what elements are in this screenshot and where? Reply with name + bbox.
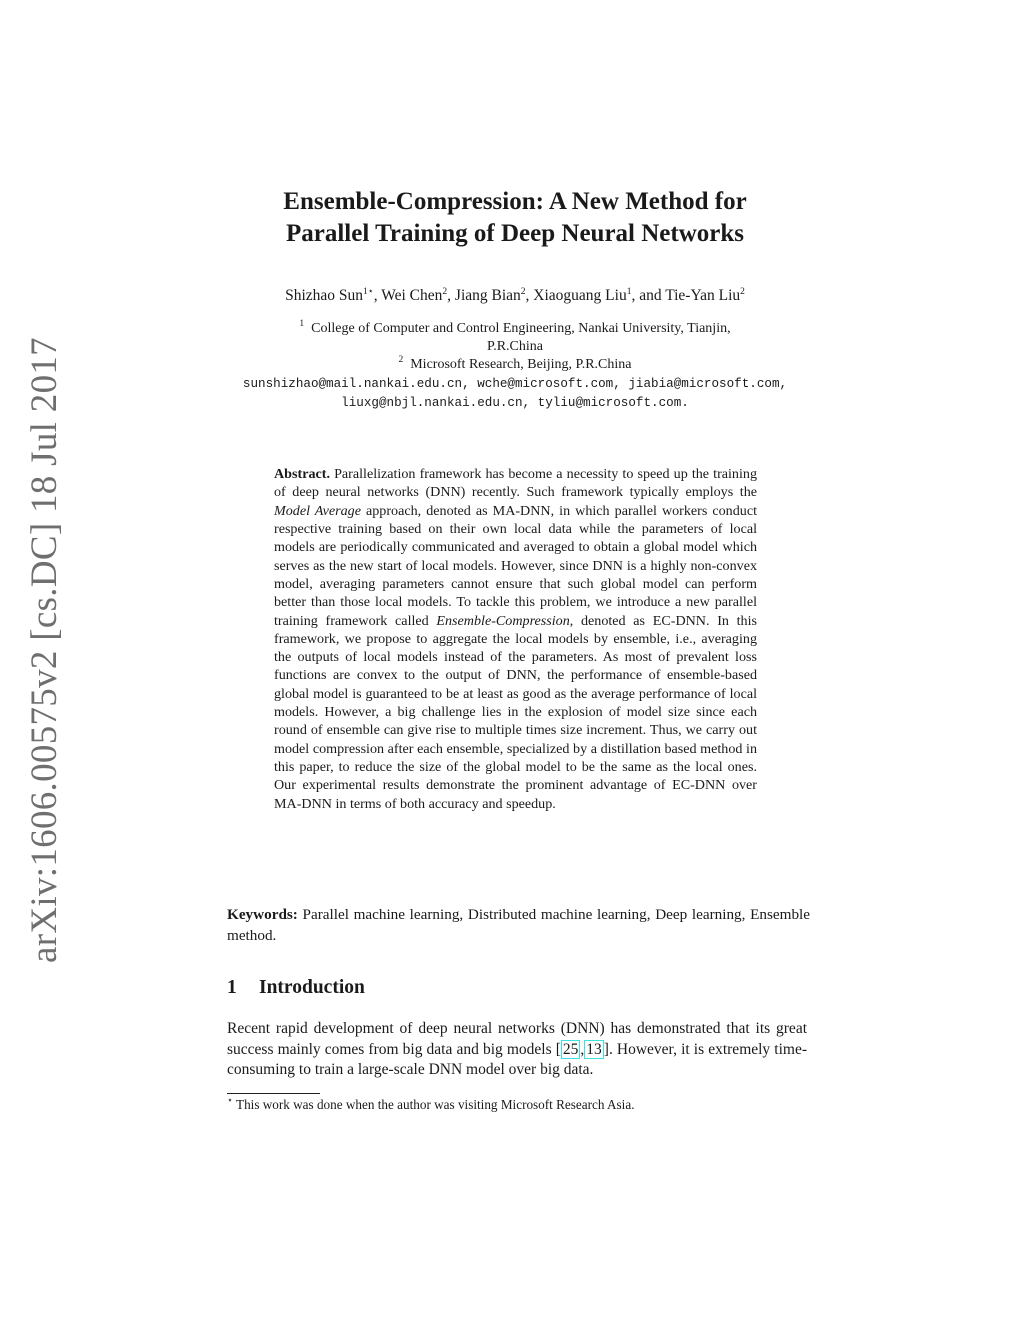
keywords-label: Keywords: bbox=[227, 906, 298, 923]
email-line: sunshizhao@mail.nankai.edu.cn, wche@microsoft.com, jiabia@microsoft.com, bbox=[242, 377, 788, 391]
author: Xiaoguang Liu$^1$, and bbox=[533, 287, 666, 304]
ensemble-compression-term: Ensemble-Compression bbox=[436, 612, 570, 629]
model-average-term: Model Average bbox=[274, 502, 361, 519]
email-line: liuxg@nbjl.nankai.edu.cn, tyliu@microsoft.com. bbox=[341, 396, 689, 410]
keywords: Keywords: Parallel machine learning, Distributed machine learning, Deep learning, Ensemble method. bbox=[227, 906, 810, 944]
author: Jiang Bian$^2$, bbox=[454, 287, 534, 304]
paper-title: Ensemble-Compression: A New Method for Parallel Training of Deep Neural Networks bbox=[283, 188, 747, 247]
citation-link[interactable]: 13 bbox=[586, 1040, 602, 1058]
section-heading-introduction: 1 Introduction bbox=[227, 977, 365, 998]
author: Shizhao Sun$^{1⋆}$, bbox=[285, 287, 382, 304]
email-list bbox=[200, 375, 830, 413]
citation-link[interactable]: 25 bbox=[562, 1040, 579, 1058]
abstract-label: Abstract. bbox=[274, 466, 330, 482]
author: Wei Chen$^2$, bbox=[381, 287, 455, 304]
introduction-paragraph: Recent rapid development of deep neural networks (DNN) has demonstrated that its great success mainly comes from big data and big models [ 25 , 13 ]. However, it is extremely time-consuming to train a large-scale DNN model over big data. bbox=[227, 1020, 807, 1079]
footnote-rule bbox=[227, 1093, 320, 1094]
author-list bbox=[180, 286, 850, 306]
abstract: Abstract. Parallelization framework has become a necessity to speed up the training of deep neural networks (DNN) recently. Such framework typically employs the Model Average approach, denoted as MA-DNN, in which parallel workers conduct respective training based on their own local data while the parameters of local models are periodically communicated and averaged to obtain a global model which serves as the new start of local models. However, since DNN is a highly non-convex model, averaging parameters cannot ensure that such global model can perform better than those local models. To tackle this problem, we introduce a new parallel training framework called Ensemble-Compression, denoted as EC-DNN. In this framework, we propose to aggregate the local models by ensemble, i.e., averaging the outputs of local models instead of the parameters. As most of prevalent loss functions are convex to the output of DNN, the performance of ensemble-based global model is guaranteed to be at least as good as the average performance of local models. However, a big challenge lies in the explosion of model size since each round of ensemble can give rise to multiple times size increment. Thus, we carry out model compression after each ensemble, specialized by a distillation based method in this paper, to reduce the size of the global model to be the same as the local ones. Our experimental results demonstrate the prominent advantage of EC-DNN over MA-DNN in terms of both accuracy and speedup. bbox=[274, 466, 757, 812]
affiliation-1: $^1$ College of Computer and Control Engineering, Nankai University, Tianjin, bbox=[299, 319, 731, 336]
affiliation-1-cont: P.R.China bbox=[486, 339, 543, 354]
affiliations bbox=[200, 320, 830, 374]
author: Tie-Yan Liu$^2$ bbox=[665, 287, 745, 304]
footnote: ⋆ This work was done when the author was visiting Microsoft Research Asia. bbox=[227, 1096, 635, 1112]
affiliation-2: $^2$ Microsoft Research, Beijing, P.R.China bbox=[398, 355, 632, 372]
